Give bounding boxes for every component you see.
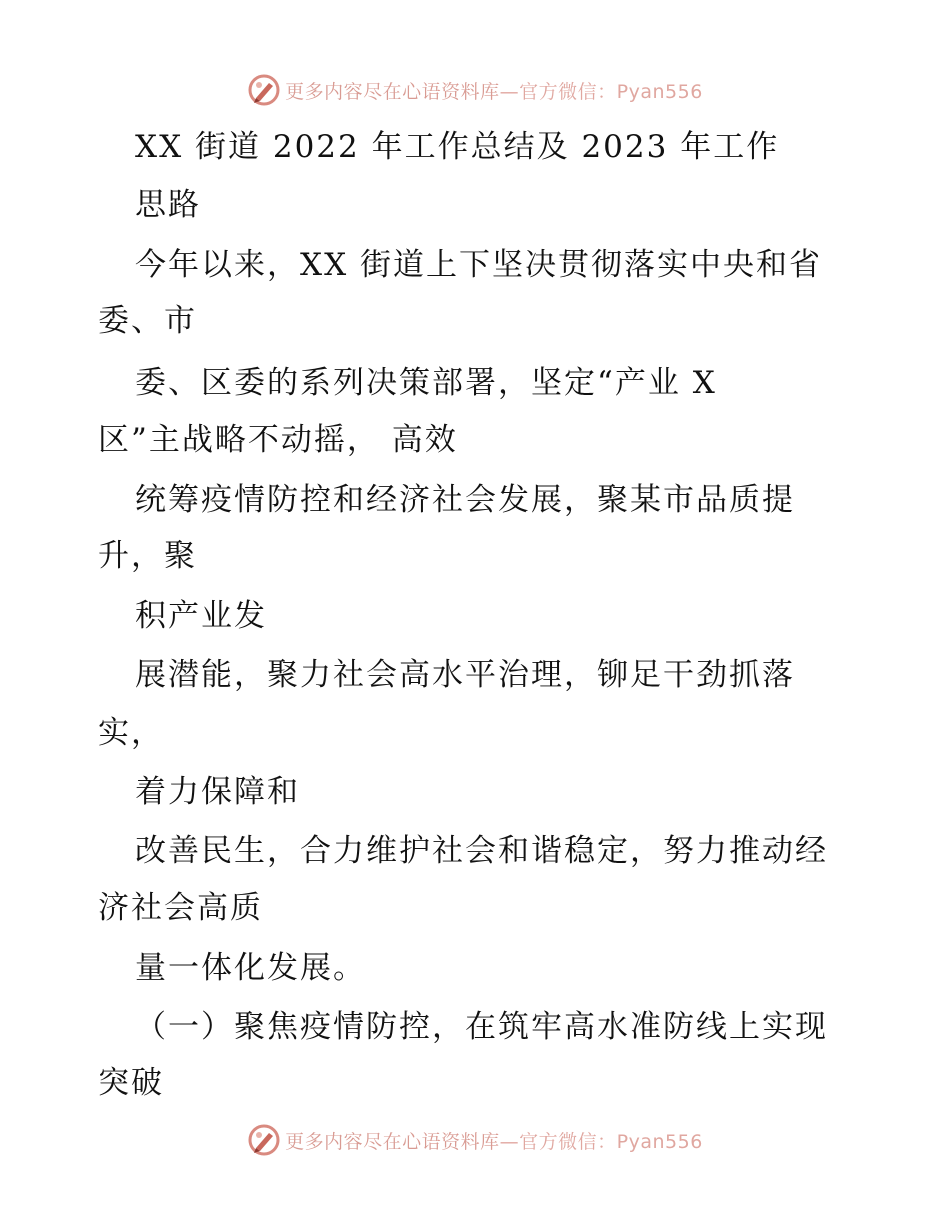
footer-watermark	[0, 1120, 950, 1160]
paragraph-line: 委、市	[98, 303, 197, 339]
paragraph-line: 升，聚	[98, 538, 197, 574]
paragraph-line: 着力保障和	[135, 774, 300, 810]
document-title-line-1: XX 街道 2022 年工作总结及 2023 年工作	[135, 129, 780, 165]
paragraph-line: 积产业发	[135, 598, 267, 634]
section-heading-line: 突破	[98, 1065, 164, 1101]
paragraph-line: 今年以来，XX 街道上下坚决贯彻落实中央和省	[135, 247, 822, 283]
paragraph-line: 区”主战略不动摇， 高效	[98, 422, 458, 458]
paragraph-line: 委、区委的系列决策部署，坚定“产业 X	[135, 365, 717, 401]
pen-logo-icon	[247, 73, 281, 107]
paragraph-line: 展潜能，聚力社会高水平治理，铆足干劲抓落	[135, 657, 795, 693]
paragraph-line: 改善民生，合力维护社会和谐稳定，努力推动经	[135, 833, 828, 869]
paragraph-line: 济社会高质	[98, 890, 263, 926]
document-title-line-2: 思路	[135, 187, 201, 223]
header-watermark	[0, 70, 950, 110]
section-heading-line: （一）聚焦疫情防控，在筑牢高水准防线上实现	[135, 1009, 828, 1045]
paragraph-line: 量一体化发展。	[135, 950, 366, 986]
paragraph-line: 统筹疫情防控和经济社会发展，聚某市品质提	[135, 482, 795, 518]
watermark-text: 更多内容尽在心语资料库—官方微信：Pyan556	[285, 1130, 703, 1153]
paragraph-line: 实，	[98, 715, 164, 751]
watermark-text: 更多内容尽在心语资料库—官方微信：Pyan556	[285, 80, 703, 103]
pen-logo-icon	[247, 1123, 281, 1157]
